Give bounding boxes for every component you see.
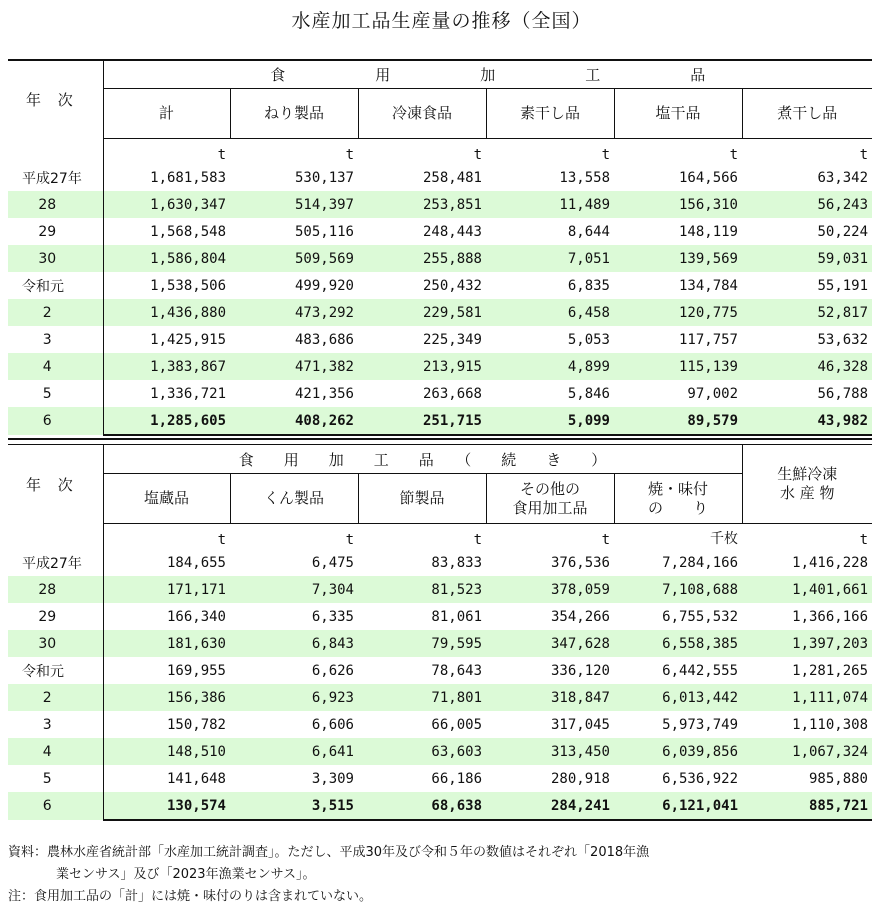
col-header: 塩蔵品 [103, 474, 230, 524]
table-row [8, 299, 872, 326]
value-cell: 6,843 [230, 630, 358, 657]
year-cell: 4 [8, 353, 103, 380]
value-cell: 499,920 [294, 277, 354, 294]
value-cell: 1,586,804 [103, 245, 230, 272]
value-cell: 421,356 [294, 385, 354, 402]
value-cell: 354,266 [550, 608, 610, 625]
value-cell: 471,382 [230, 353, 358, 380]
col-header-other-line1: その他の [519, 479, 580, 498]
value-cell: 1,383,867 [103, 353, 230, 380]
value-cell: 7,108,688 [614, 576, 742, 603]
table2-group-header: 食 用 加 工 品 （ 続 き ） [103, 445, 742, 474]
year-cell: 3 [8, 711, 103, 738]
value-cell: 5,973,749 [662, 716, 738, 733]
page-title: 水産加工品生産量の推移（全国） [291, 10, 592, 32]
year-cell: 2 [8, 684, 103, 711]
value-cell: 1,366,166 [792, 608, 868, 625]
year-cell: 4 [8, 738, 103, 765]
unit-label: t [859, 147, 869, 163]
value-cell: 1,630,347 [103, 191, 230, 218]
value-cell: 53,632 [817, 331, 869, 348]
table-row [8, 380, 872, 407]
year-cell: 6 [8, 407, 103, 435]
table1-unit-row [8, 139, 872, 165]
fresh-frozen-header-line2: 水 産 物 [779, 484, 835, 502]
value-cell: 71,801 [358, 684, 486, 711]
value-cell: 213,915 [358, 353, 486, 380]
value-cell: 5,099 [486, 407, 614, 435]
value-cell: 1,538,506 [150, 277, 226, 294]
value-cell: 6,755,532 [662, 608, 738, 625]
value-cell: 120,775 [614, 299, 742, 326]
value-cell: 6,013,442 [614, 684, 742, 711]
note: 注：食用加工品の「計」には焼・味付のりは含まれていない。 [8, 889, 373, 904]
value-cell: 181,630 [103, 630, 230, 657]
year-cell: 28 [8, 191, 103, 218]
value-cell: 258,481 [422, 169, 482, 186]
value-cell: 169,955 [166, 662, 226, 679]
value-cell: 336,120 [550, 662, 610, 679]
unit-label: t [345, 147, 354, 163]
year-cell: 5 [8, 380, 103, 407]
table-row [8, 657, 872, 684]
value-cell: 248,443 [422, 223, 482, 240]
value-cell: 5,846 [567, 385, 610, 402]
year-cell: 平成27年 [8, 164, 103, 191]
col-header: 煮干し品 [742, 89, 872, 139]
table-row [8, 218, 872, 245]
value-cell: 8,644 [567, 223, 610, 240]
value-cell: 184,655 [166, 554, 226, 571]
value-cell: 6,039,856 [614, 738, 742, 765]
value-cell: 225,349 [422, 331, 482, 348]
year-cell: 30 [8, 245, 103, 272]
value-cell: 7,284,166 [662, 554, 738, 571]
table-row [8, 272, 872, 299]
value-cell: 3,309 [311, 770, 354, 787]
value-cell: 408,262 [230, 407, 358, 435]
table-row [8, 407, 872, 435]
unit-label: t [601, 147, 610, 163]
value-cell: 1,425,915 [150, 331, 226, 348]
value-cell: 117,757 [678, 331, 738, 348]
value-cell: 63,342 [817, 169, 869, 186]
value-cell: 150,782 [166, 716, 226, 733]
table-divider [8, 438, 872, 445]
value-cell: 59,031 [742, 245, 872, 272]
value-cell: 6,626 [311, 662, 354, 679]
col-header-nori-line1: 焼・味付 [647, 479, 708, 498]
table-row [8, 326, 872, 353]
unit-label: t [729, 147, 738, 163]
value-cell: 164,566 [678, 169, 738, 186]
value-cell: 1,336,721 [150, 385, 226, 402]
table2-year-header: 年 次 [8, 445, 103, 524]
value-cell: 115,139 [614, 353, 742, 380]
table-row [8, 792, 872, 820]
value-cell: 473,292 [230, 299, 358, 326]
col-header-nori-line2: の り [647, 498, 708, 517]
value-cell: 1,397,203 [742, 630, 872, 657]
value-cell: 6,641 [230, 738, 358, 765]
value-cell: 483,686 [294, 331, 354, 348]
table2-unit-row [8, 524, 872, 550]
value-cell: 55,191 [817, 277, 869, 294]
table1-column-headers [8, 89, 872, 139]
table2 [8, 445, 872, 821]
value-cell: 50,224 [817, 223, 869, 240]
value-cell: 1,401,661 [742, 576, 872, 603]
value-cell: 318,847 [486, 684, 614, 711]
value-cell: 251,715 [358, 407, 486, 435]
value-cell: 1,436,880 [103, 299, 230, 326]
value-cell: 56,243 [742, 191, 872, 218]
value-cell: 148,119 [678, 223, 738, 240]
value-cell: 156,386 [103, 684, 230, 711]
value-cell: 46,328 [742, 353, 872, 380]
value-cell: 52,817 [742, 299, 872, 326]
value-cell: 78,643 [431, 662, 482, 679]
fresh-frozen-header-line1: 生鮮冷凍 [777, 465, 838, 483]
value-cell: 43,982 [742, 407, 872, 435]
value-cell: 6,606 [311, 716, 354, 733]
value-cell: 514,397 [230, 191, 358, 218]
table-row [8, 711, 872, 738]
value-cell: 3,515 [230, 792, 358, 820]
value-cell: 68,638 [358, 792, 486, 820]
value-cell: 148,510 [103, 738, 230, 765]
value-cell: 280,918 [550, 770, 610, 787]
value-cell: 81,061 [431, 608, 482, 625]
value-cell: 7,304 [230, 576, 358, 603]
value-cell: 139,569 [614, 245, 742, 272]
col-header: 冷凍食品 [358, 89, 486, 139]
footnotes [8, 842, 874, 908]
value-cell: 1,416,228 [792, 554, 868, 571]
value-cell: 63,603 [358, 738, 486, 765]
value-cell: 1,681,583 [150, 169, 226, 186]
table-row [8, 245, 872, 272]
value-cell: 79,595 [358, 630, 486, 657]
value-cell: 130,574 [103, 792, 230, 820]
table1-year-header: 年 次 [8, 60, 103, 139]
value-cell: 250,432 [422, 277, 482, 294]
value-cell: 6,835 [567, 277, 610, 294]
year-cell: 3 [8, 326, 103, 353]
value-cell: 284,241 [486, 792, 614, 820]
value-cell: 985,880 [808, 770, 868, 787]
value-cell: 83,833 [431, 554, 482, 571]
table-row [8, 684, 872, 711]
value-cell: 6,558,385 [614, 630, 742, 657]
value-cell: 317,045 [550, 716, 610, 733]
value-cell: 166,340 [166, 608, 226, 625]
value-cell: 6,923 [230, 684, 358, 711]
year-cell: 6 [8, 792, 103, 820]
value-cell: 7,051 [486, 245, 614, 272]
col-header: 塩干品 [614, 89, 742, 139]
value-cell: 56,788 [817, 385, 869, 402]
value-cell: 255,888 [358, 245, 486, 272]
value-cell: 13,558 [559, 169, 610, 186]
col-header: ねり製品 [230, 89, 358, 139]
col-header: くん製品 [230, 474, 358, 524]
year-cell: 平成27年 [8, 549, 103, 576]
unit-label: t [859, 532, 868, 548]
unit-label: t [345, 532, 354, 548]
value-cell: 66,186 [431, 770, 482, 787]
value-cell: 134,784 [678, 277, 738, 294]
source-note-line1: 資料：農林水産省統計部「水産加工統計調査」。ただし、平成30年及び令和５年の数値はそれぞれ「2018年漁 [8, 845, 650, 860]
table-row [8, 353, 872, 380]
year-cell: 2 [8, 299, 103, 326]
table-row [8, 630, 872, 657]
value-cell: 263,668 [422, 385, 482, 402]
year-cell: 29 [8, 603, 103, 630]
col-header: 計 [103, 89, 230, 139]
col-header-other [486, 474, 614, 524]
value-cell: 505,116 [294, 223, 354, 240]
value-cell: 530,137 [294, 169, 354, 186]
value-cell: 1,110,308 [792, 716, 868, 733]
col-header-other-line2: 食用加工品 [512, 498, 588, 517]
value-cell: 6,458 [486, 299, 614, 326]
value-cell: 253,851 [358, 191, 486, 218]
unit-label: t [217, 532, 226, 548]
col-header: 素干し品 [486, 89, 614, 139]
year-cell: 令和元 [8, 272, 103, 299]
value-cell: 89,579 [614, 407, 742, 435]
value-cell: 156,310 [614, 191, 742, 218]
unit-label: t [473, 532, 482, 548]
unit-label: t [473, 147, 482, 163]
table-row [8, 738, 872, 765]
value-cell: 141,648 [166, 770, 226, 787]
value-cell: 66,005 [431, 716, 482, 733]
value-cell: 6,121,041 [614, 792, 742, 820]
value-cell: 6,475 [311, 554, 354, 571]
value-cell: 1,285,605 [103, 407, 230, 435]
value-cell: 97,002 [687, 385, 738, 402]
value-cell: 1,568,548 [150, 223, 226, 240]
value-cell: 313,450 [486, 738, 614, 765]
value-cell: 378,059 [486, 576, 614, 603]
value-cell: 885,721 [742, 792, 872, 820]
value-cell: 1,281,265 [792, 662, 868, 679]
value-cell: 1,111,074 [742, 684, 872, 711]
value-cell: 6,442,555 [662, 662, 738, 679]
unit-label: 千枚 [710, 531, 738, 547]
table-row [8, 164, 872, 191]
value-cell: 509,569 [230, 245, 358, 272]
table-row [8, 765, 872, 792]
value-cell: 6,335 [311, 608, 354, 625]
year-cell: 5 [8, 765, 103, 792]
value-cell: 229,581 [358, 299, 486, 326]
col-header-nori [614, 474, 742, 524]
value-cell: 171,171 [103, 576, 230, 603]
table-row [8, 191, 872, 218]
value-cell: 11,489 [486, 191, 614, 218]
source-note-line2: 業センサス」及び「2023年漁業センサス」。 [56, 867, 316, 882]
table1-group-header: 食 用 加 工 品 [103, 60, 872, 89]
year-cell: 30 [8, 630, 103, 657]
value-cell: 376,536 [550, 554, 610, 571]
table-row [8, 576, 872, 603]
year-cell: 令和元 [8, 657, 103, 684]
value-cell: 5,053 [567, 331, 610, 348]
fresh-frozen-header [742, 445, 872, 524]
col-header: 節製品 [358, 474, 486, 524]
table-row [8, 603, 872, 630]
value-cell: 6,536,922 [662, 770, 738, 787]
value-cell: 347,628 [486, 630, 614, 657]
year-cell: 28 [8, 576, 103, 603]
table-row [8, 549, 872, 576]
table1 [8, 60, 872, 436]
year-cell: 29 [8, 218, 103, 245]
value-cell: 1,067,324 [742, 738, 872, 765]
unit-label: t [217, 147, 226, 163]
value-cell: 4,899 [486, 353, 614, 380]
unit-label: t [601, 532, 610, 548]
value-cell: 81,523 [358, 576, 486, 603]
